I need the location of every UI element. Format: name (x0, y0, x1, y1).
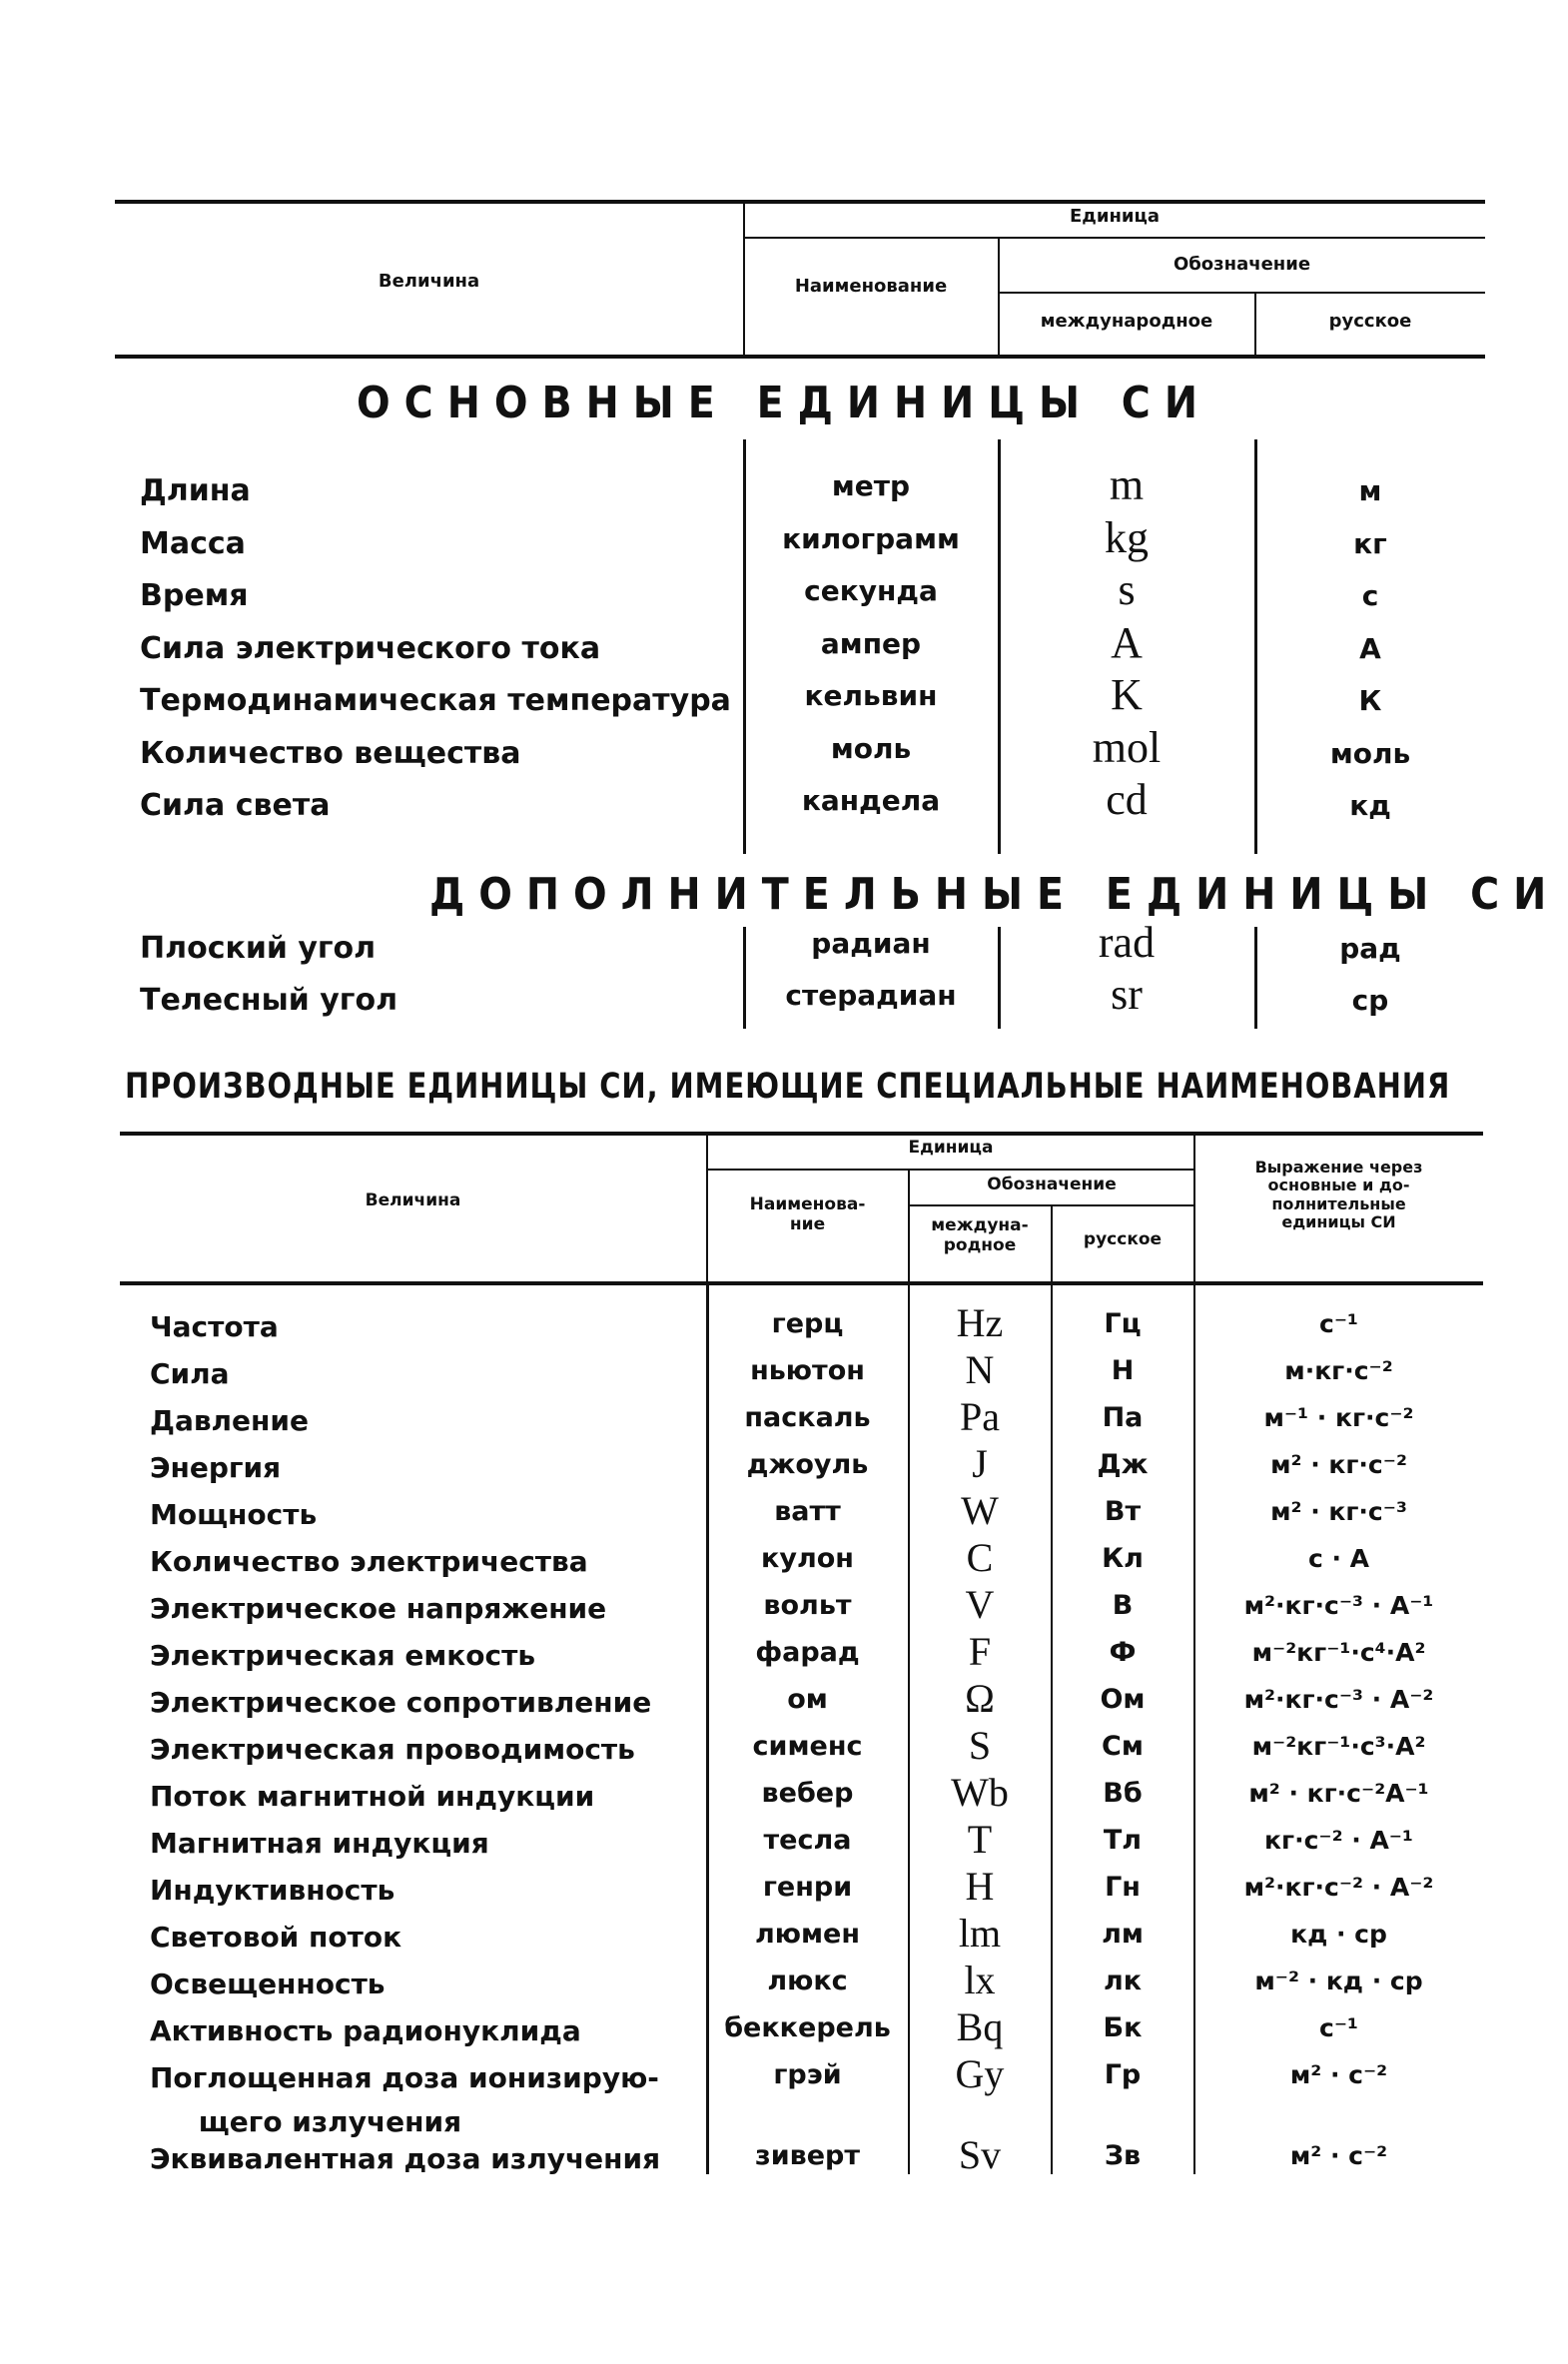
unit-name: килограмм (782, 521, 960, 555)
quantity-label: Сила электрического тока (140, 630, 601, 666)
russian-symbol: Гр (1104, 2059, 1142, 2090)
quantity-label: Электрическое сопротивление (150, 1686, 652, 1719)
international-symbol: Ω (965, 1676, 995, 1721)
si-expression: с⁻¹ (1319, 1309, 1358, 1338)
t2-header-designation: Обозначение (987, 1175, 1117, 1194)
quantity-label: Эквивалентная доза излучения (150, 2142, 661, 2175)
unit-name: фарад (755, 1637, 860, 1668)
t2-header-quantity: Величина (365, 1190, 461, 1210)
quantity-label: Количество электричества (150, 1545, 588, 1578)
international-symbol: T (967, 1817, 993, 1862)
russian-symbol: Тл (1103, 1825, 1143, 1856)
si-expression: м² · кг·с⁻² (1270, 1450, 1407, 1479)
si-expression: м⁻²кг⁻¹·с⁴·А² (1251, 1638, 1426, 1667)
si-expression: с⁻¹ (1319, 2013, 1358, 2042)
international-symbol: Wb (951, 1770, 1009, 1815)
si-expression: кг·с⁻² · А⁻¹ (1264, 1826, 1413, 1855)
si-expression: м⁻²кг⁻¹·с³·А² (1251, 1732, 1426, 1761)
supplementary-units-title: ДОПОЛНИТЕЛЬНЫЕ ЕДИНИЦЫ СИ (429, 869, 1561, 920)
quantity-label: Индуктивность (150, 1874, 395, 1907)
international-symbol: mol (1092, 722, 1162, 772)
unit-name: ом (787, 1684, 828, 1715)
unit-name: ньютон (750, 1355, 865, 1386)
unit-name: люкс (767, 1966, 848, 1996)
quantity-label: Время (140, 578, 249, 613)
russian-symbol: В (1112, 1590, 1134, 1621)
international-symbol: rad (1098, 918, 1156, 967)
russian-symbol: Ф (1109, 1637, 1137, 1668)
russian-symbol: м (1358, 474, 1382, 507)
international-symbol: s (1118, 565, 1136, 614)
quantity-label: Электрическая емкость (150, 1639, 536, 1672)
international-symbol: Sv (958, 2132, 1002, 2177)
t1-header-russian: русское (1328, 311, 1412, 332)
quantity-label: Активность радионуклида (150, 2014, 581, 2047)
si-expression: с · А (1307, 1544, 1370, 1573)
quantity-label: Сила (150, 1357, 230, 1390)
unit-name: сименс (752, 1731, 863, 1762)
si-expression: м²·кг·с⁻³ · А⁻² (1243, 1685, 1434, 1714)
international-symbol: A (1111, 617, 1143, 667)
si-expression: м² · кг·с⁻³ (1270, 1497, 1407, 1526)
russian-symbol: лм (1102, 1919, 1144, 1950)
russian-symbol: рад (1339, 932, 1401, 965)
quantity-label: Частота (150, 1310, 279, 1343)
t1-header-name: Наименование (794, 276, 948, 297)
si-expression: м²·кг·с⁻³ · А⁻¹ (1243, 1591, 1434, 1620)
russian-symbol: ср (1351, 984, 1389, 1017)
t1-header-international: международное (1040, 311, 1213, 332)
russian-symbol: с (1361, 579, 1379, 612)
quantity-label: Масса (140, 525, 246, 561)
international-symbol: Gy (955, 2051, 1005, 2096)
quantity-label: Длина (140, 473, 251, 508)
quantity-label: Плоский угол (140, 931, 377, 966)
si-expression: м² · кг·с⁻²А⁻¹ (1248, 1779, 1429, 1808)
quantity-label: Освещенность (150, 1968, 386, 2000)
unit-name: кандела (801, 784, 941, 817)
international-symbol: S (968, 1723, 992, 1768)
russian-symbol: К (1358, 684, 1382, 717)
unit-name: паскаль (744, 1402, 871, 1433)
t2-header-expression: Выражение через основные и до- полнительные единицы СИ (1254, 1158, 1423, 1232)
international-symbol: Hz (956, 1300, 1004, 1345)
russian-symbol: Вт (1104, 1496, 1142, 1527)
quantity-label: Термодинамическая температура (140, 683, 731, 718)
quantity-label: Поток магнитной индукции (150, 1780, 595, 1813)
international-symbol: sr (1111, 970, 1143, 1019)
unit-name: джоуль (746, 1449, 869, 1480)
quantity-label: Количество вещества (140, 735, 521, 771)
unit-name: зиверт (755, 2140, 860, 2171)
derived-units-title: ПРОИЗВОДНЫЕ ЕДИНИЦЫ СИ, ИМЕЮЩИЕ СПЕЦИАЛЬНЫЕ НАИМЕНОВАНИЯ (125, 1067, 1451, 1107)
russian-symbol: Ом (1100, 1684, 1146, 1715)
russian-symbol: Па (1102, 1402, 1144, 1433)
russian-symbol: Н (1111, 1355, 1135, 1386)
russian-symbol: См (1102, 1731, 1144, 1762)
international-symbol: Bq (956, 2004, 1004, 2049)
si-expression: м² · с⁻² (1289, 2060, 1388, 2089)
unit-name: стерадиан (785, 979, 957, 1012)
international-symbol: N (965, 1347, 995, 1392)
international-symbol: cd (1106, 775, 1148, 824)
unit-name: тесла (763, 1825, 852, 1856)
unit-name: моль (830, 731, 912, 765)
international-symbol: F (968, 1629, 992, 1674)
unit-name: радиан (811, 927, 931, 960)
international-symbol: lx (964, 1958, 996, 2002)
international-symbol: J (972, 1441, 988, 1486)
international-symbol: Pa (960, 1394, 1000, 1439)
t2-header-unit: Единица (908, 1138, 994, 1158)
quantity-label: Энергия (150, 1451, 282, 1484)
russian-symbol: моль (1329, 736, 1411, 770)
t2-header-russian: русское (1083, 1229, 1163, 1249)
russian-symbol: кд (1349, 789, 1391, 822)
russian-symbol: Вб (1103, 1778, 1143, 1809)
t2-header-international: междуна- родное (931, 1215, 1029, 1255)
russian-symbol: Бк (1103, 2012, 1143, 2043)
quantity-label: Мощность (150, 1498, 318, 1531)
russian-symbol: А (1359, 631, 1381, 665)
t2-header-name: Наименова- ние (749, 1194, 866, 1234)
unit-name: герц (771, 1308, 844, 1339)
unit-name: кельвин (804, 679, 938, 712)
t1-header-quantity: Величина (378, 271, 480, 292)
international-symbol: H (965, 1864, 995, 1909)
unit-name: люмен (754, 1919, 861, 1950)
russian-symbol: Дж (1097, 1449, 1149, 1480)
russian-symbol: Зв (1104, 2140, 1142, 2171)
quantity-label: Сила света (140, 788, 331, 823)
quantity-label: Световой поток (150, 1921, 402, 1954)
russian-symbol: лк (1103, 1966, 1143, 1996)
russian-symbol: Гц (1104, 1308, 1142, 1339)
unit-name: вебер (761, 1778, 854, 1809)
si-expression: м·кг·с⁻² (1284, 1356, 1393, 1385)
unit-name: вольт (763, 1590, 852, 1621)
unit-name: ампер (820, 626, 922, 660)
t1-header-designation: Обозначение (1173, 254, 1311, 275)
unit-name: генри (762, 1872, 853, 1903)
international-symbol: W (961, 1488, 999, 1533)
international-symbol: K (1111, 670, 1143, 719)
quantity-label: Электрическая проводимость (150, 1733, 635, 1766)
quantity-label: Электрическое напряжение (150, 1592, 607, 1625)
unit-name: кулон (761, 1543, 854, 1574)
si-expression: м²·кг·с⁻² · А⁻² (1243, 1873, 1434, 1902)
unit-name: секунда (804, 574, 938, 607)
unit-name: грэй (773, 2059, 842, 2090)
si-expression: м⁻² · кд · ср (1254, 1967, 1423, 1995)
international-symbol: lm (958, 1911, 1002, 1956)
unit-name: метр (831, 469, 911, 502)
international-symbol: kg (1105, 512, 1149, 562)
si-expression: м² · с⁻² (1289, 2141, 1388, 2170)
russian-symbol: кг (1353, 526, 1387, 560)
unit-name: беккерель (724, 2012, 891, 2043)
unit-name: ватт (774, 1496, 841, 1527)
t1-header-unit: Единица (1070, 206, 1160, 227)
international-symbol: V (965, 1582, 995, 1627)
quantity-label: Поглощенная доза ионизирую- щего излучения (150, 2061, 659, 2138)
international-symbol: C (966, 1535, 994, 1580)
quantity-label: Телесный угол (140, 983, 398, 1018)
international-symbol: m (1109, 460, 1145, 509)
russian-symbol: Гн (1105, 1872, 1141, 1903)
russian-symbol: Кл (1102, 1543, 1144, 1574)
si-expression: кд · ср (1290, 1920, 1387, 1949)
si-expression: м⁻¹ · кг·с⁻² (1263, 1403, 1414, 1432)
base-units-title: ОСНОВНЫЕ ЕДИНИЦЫ СИ (357, 378, 1211, 428)
quantity-label: Давление (150, 1404, 310, 1437)
quantity-label: Магнитная индукция (150, 1827, 489, 1860)
